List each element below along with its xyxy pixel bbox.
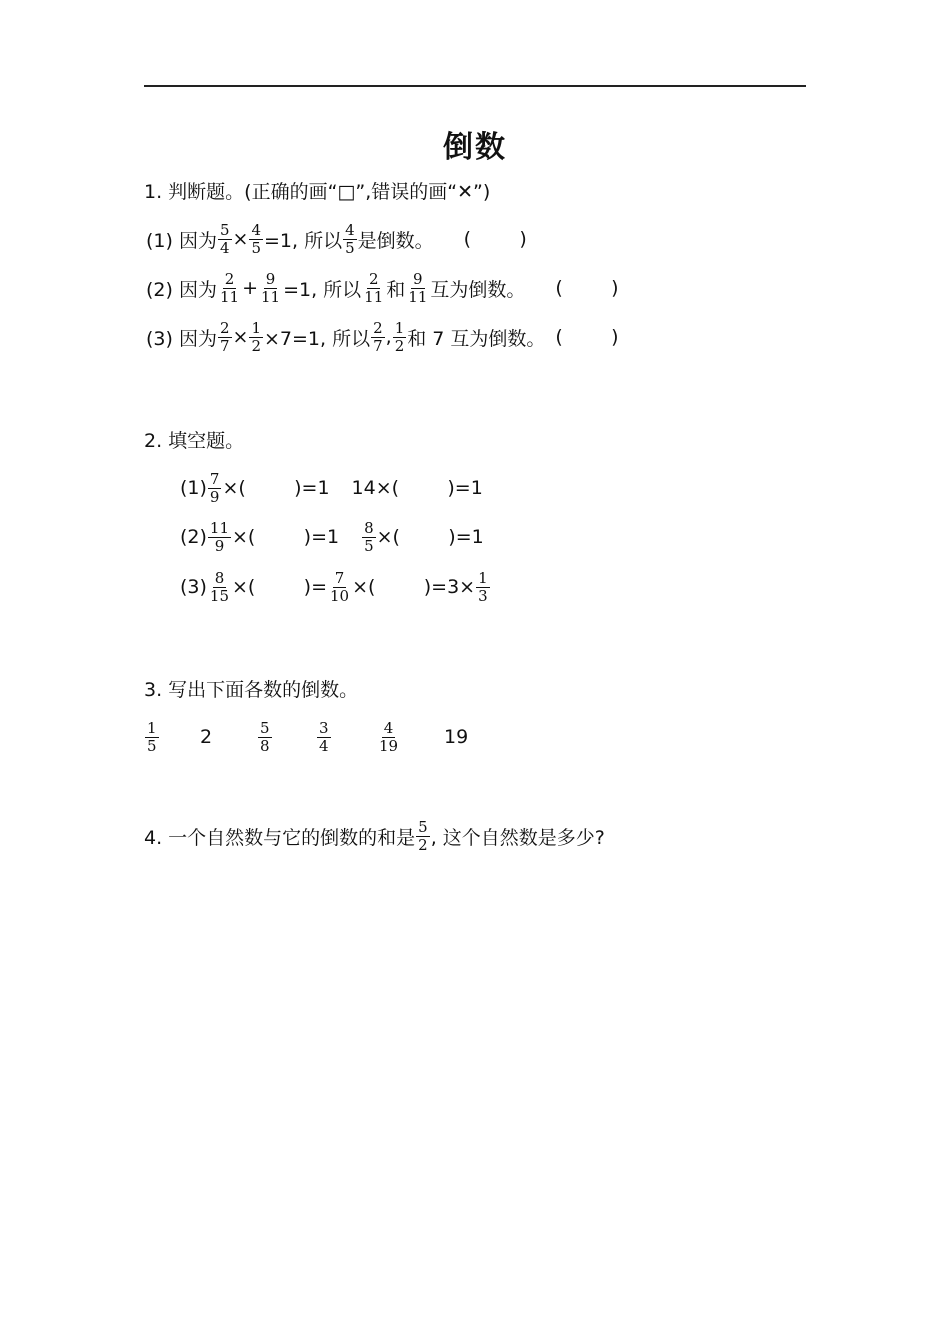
q4-text-after: , 这个自然数是多少? bbox=[430, 826, 605, 849]
fill-blank-expr[interactable]: ×( )=3× bbox=[352, 576, 476, 598]
fraction bbox=[476, 570, 490, 605]
q3-number-2 bbox=[200, 713, 212, 761]
fraction-denominator: 9 bbox=[214, 536, 225, 555]
fraction-numerator: 4 bbox=[251, 220, 261, 239]
q2-row2 bbox=[180, 513, 484, 561]
answer-blank[interactable]: ( ) bbox=[555, 277, 619, 299]
q2-row1 bbox=[180, 464, 483, 512]
fraction bbox=[328, 570, 351, 605]
q3-number-5-8 bbox=[257, 713, 273, 761]
fraction bbox=[377, 720, 400, 755]
q1-part1 bbox=[146, 215, 527, 263]
q3-header-text: 3. 写出下面各数的倒数。 bbox=[144, 678, 359, 701]
fraction-numerator: 8 bbox=[364, 518, 374, 537]
fraction bbox=[371, 320, 385, 355]
fraction bbox=[362, 271, 385, 306]
fraction-numerator: 1 bbox=[394, 318, 405, 337]
fraction-numerator: 8 bbox=[214, 568, 225, 587]
fraction-numerator: 1 bbox=[251, 318, 261, 337]
fraction-numerator: 2 bbox=[224, 269, 235, 288]
page-title: 倒数 bbox=[443, 130, 507, 165]
fraction-denominator: 2 bbox=[251, 336, 261, 355]
plus-sign: + bbox=[242, 277, 258, 299]
fraction bbox=[208, 520, 231, 555]
q1-p1-mid: =1, 所以 bbox=[263, 229, 343, 252]
fraction-denominator: 2 bbox=[418, 835, 428, 854]
times-sign: × bbox=[232, 326, 249, 348]
fraction-denominator: 5 bbox=[345, 238, 355, 257]
q3-number-text: 19 bbox=[444, 726, 469, 748]
fraction bbox=[416, 819, 430, 854]
fraction-numerator: 7 bbox=[334, 568, 345, 587]
fraction-denominator: 11 bbox=[260, 287, 281, 306]
fraction-denominator: 19 bbox=[379, 736, 399, 755]
fraction-numerator: 5 bbox=[219, 220, 230, 239]
fraction-numerator: 4 bbox=[345, 220, 355, 239]
fraction-numerator: 9 bbox=[265, 269, 276, 288]
fraction-denominator: 11 bbox=[364, 287, 384, 306]
q3-number-1-5 bbox=[144, 713, 160, 761]
q3-number-19 bbox=[444, 713, 468, 761]
fraction-denominator: 15 bbox=[209, 586, 230, 605]
fraction-numerator: 9 bbox=[413, 269, 423, 288]
fraction bbox=[208, 570, 231, 605]
q1-part3 bbox=[146, 313, 619, 361]
fraction-numerator: 4 bbox=[383, 718, 394, 737]
fraction-numerator: 1 bbox=[147, 718, 157, 737]
fraction bbox=[218, 222, 232, 257]
q1-p1-end: 是倒数。 bbox=[357, 229, 434, 252]
fraction-denominator: 5 bbox=[251, 238, 261, 257]
fill-blank-expr[interactable]: ×( )=1 bbox=[232, 526, 340, 548]
q3-number-3-4 bbox=[316, 713, 332, 761]
fraction bbox=[208, 471, 222, 506]
q2-r3-label: (3) bbox=[180, 576, 207, 598]
fraction-numerator: 1 bbox=[478, 568, 488, 587]
q1-header bbox=[144, 166, 490, 214]
fraction-numerator: 2 bbox=[373, 318, 383, 337]
fraction-denominator: 5 bbox=[147, 736, 157, 755]
fraction-denominator: 10 bbox=[330, 586, 350, 605]
answer-blank[interactable]: ( ) bbox=[555, 326, 619, 348]
q2-row3 bbox=[180, 563, 491, 611]
q4-text-before: 4. 一个自然数与它的倒数的和是 bbox=[144, 826, 416, 849]
fraction-denominator: 11 bbox=[408, 287, 428, 306]
fraction bbox=[218, 271, 241, 306]
fill-blank-expr[interactable]: 14×( )=1 bbox=[351, 477, 483, 499]
q2-r1-label: (1) bbox=[180, 477, 207, 499]
fraction bbox=[393, 320, 407, 355]
q1-header-text: 1. 判断题。(正确的画“□”,错误的画“✕”) bbox=[144, 180, 491, 203]
fraction-denominator: 11 bbox=[219, 287, 240, 306]
fraction bbox=[343, 222, 357, 257]
q1-part2 bbox=[146, 264, 619, 312]
fraction-denominator: 8 bbox=[260, 736, 270, 755]
fraction-numerator: 5 bbox=[418, 817, 428, 836]
fill-blank-expr[interactable]: ×( )=1 bbox=[222, 477, 330, 499]
fraction-denominator: 2 bbox=[394, 336, 405, 355]
q3-header bbox=[144, 664, 358, 712]
fraction-denominator: 7 bbox=[219, 336, 230, 355]
fraction-numerator: 7 bbox=[209, 469, 220, 488]
top-rule bbox=[144, 85, 806, 87]
fraction bbox=[258, 720, 272, 755]
q1-p3-end: 和 7 互为倒数。 bbox=[407, 327, 546, 350]
fraction-denominator: 4 bbox=[219, 238, 230, 257]
fill-blank-expr[interactable]: ×( )= bbox=[232, 576, 327, 598]
fraction bbox=[259, 271, 282, 306]
fraction-denominator: 9 bbox=[209, 487, 220, 506]
fraction-numerator: 5 bbox=[260, 718, 270, 737]
fraction-denominator: 7 bbox=[373, 336, 383, 355]
fraction-numerator: 2 bbox=[368, 269, 379, 288]
fraction bbox=[249, 320, 263, 355]
times-sign: × bbox=[232, 228, 249, 250]
answer-blank[interactable]: ( ) bbox=[463, 228, 527, 250]
fraction bbox=[317, 720, 331, 755]
q1-p2-label: (2) 因为 bbox=[146, 278, 217, 301]
fraction bbox=[218, 320, 232, 355]
fraction-denominator: 3 bbox=[478, 586, 488, 605]
fraction bbox=[145, 720, 159, 755]
fraction-numerator: 3 bbox=[319, 718, 329, 737]
fraction-denominator: 4 bbox=[319, 736, 329, 755]
fraction-denominator: 5 bbox=[364, 536, 374, 555]
q2-header-text: 2. 填空题。 bbox=[144, 429, 245, 452]
fraction bbox=[362, 520, 376, 555]
q3-number-text: 2 bbox=[200, 726, 213, 748]
q1-p3-mid: ×7=1, 所以 bbox=[263, 327, 371, 350]
q1-p1-label: (1) 因为 bbox=[146, 229, 217, 252]
q1-p2-mid: =1, 所以 bbox=[283, 278, 362, 301]
q1-p2-end: 互为倒数。 bbox=[430, 278, 526, 301]
fraction-numerator: 11 bbox=[209, 518, 230, 537]
q1-p3-label: (3) 因为 bbox=[146, 327, 217, 350]
q3-number-4-19 bbox=[376, 713, 401, 761]
comma: , bbox=[385, 326, 392, 348]
q4-question bbox=[144, 812, 605, 860]
fraction-numerator: 2 bbox=[219, 318, 230, 337]
q2-r2-label: (2) bbox=[180, 526, 207, 548]
fraction bbox=[249, 222, 263, 257]
and-word: 和 bbox=[386, 278, 406, 301]
fraction bbox=[406, 271, 429, 306]
q2-header bbox=[144, 415, 244, 463]
fill-blank-expr[interactable]: ×( )=1 bbox=[376, 526, 484, 548]
